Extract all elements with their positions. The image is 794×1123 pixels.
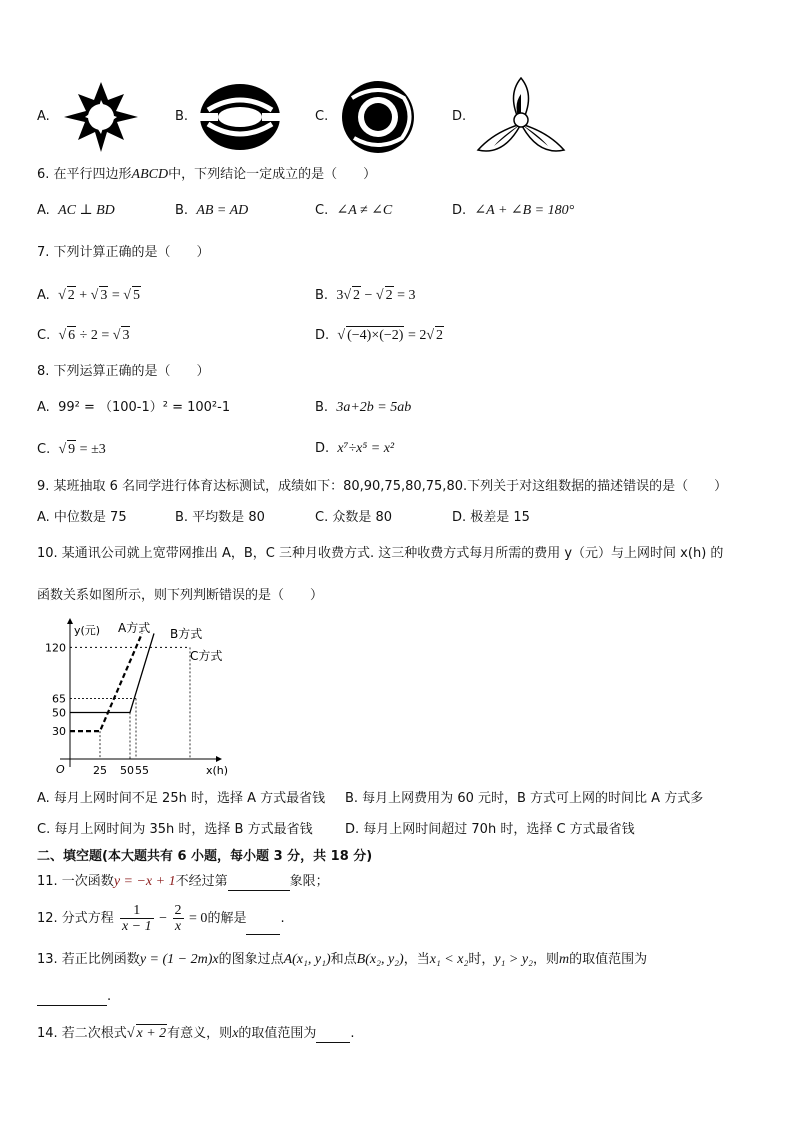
q12-frac1-den: x − 1 bbox=[121, 919, 152, 934]
split-ring-figure bbox=[198, 82, 282, 152]
q8-option-b-text: 3a+2b = 5ab bbox=[336, 400, 412, 415]
q11-function: y = −x + 1 bbox=[113, 874, 176, 889]
q14-var: x bbox=[232, 1026, 239, 1041]
q8-option-c: C. √ 9 = ±3 bbox=[37, 442, 106, 457]
star-ring-figure bbox=[60, 78, 142, 156]
y-tick-label: 120 bbox=[45, 641, 66, 655]
y-tick-label: 30 bbox=[52, 725, 66, 739]
q6-option-b-label: B. bbox=[175, 203, 189, 218]
q7-option-d-label: D. bbox=[315, 328, 330, 343]
q7-c-radicand-1: 6 bbox=[68, 328, 76, 343]
three-petal-figure bbox=[476, 76, 566, 158]
q9-option-b: B. 平均数是 80 bbox=[175, 510, 265, 525]
q6-option-d bbox=[452, 202, 574, 220]
origin-label: O bbox=[56, 763, 65, 776]
q9-option-a: A. 中位数是 75 bbox=[37, 510, 127, 525]
q6-stem-pre: 6. 在平行四边形 bbox=[37, 167, 132, 182]
q7-option-d: D. √ (−4)×(−2) = 2√ 2 bbox=[315, 328, 444, 343]
q13-mid1: 的图象过点 bbox=[218, 952, 284, 967]
q14-radicand: x + 2 bbox=[136, 1026, 167, 1041]
x-axis-label: x(h) bbox=[206, 764, 229, 777]
q6-option-b-text: AB = AD bbox=[196, 203, 249, 218]
q5-option-d-label: D. bbox=[452, 109, 467, 124]
q7-option-a: A. √ 2 + √ 3 = √ 5 bbox=[37, 288, 140, 303]
q12-end: . bbox=[280, 911, 285, 926]
q7-c-radicand-2: 3 bbox=[122, 328, 130, 343]
q8-option-d bbox=[315, 440, 394, 458]
q10-option-a: A. 每月上网时间不足 25h 时，选择 A 方式最省钱 bbox=[37, 791, 326, 806]
series-label-2: C方式 bbox=[190, 649, 223, 663]
q7-d-radicand-2: 2 bbox=[436, 328, 444, 343]
y-axis-arrow-icon bbox=[67, 618, 73, 624]
q8-option-b-label: B. bbox=[315, 400, 329, 415]
q8-c-radicand: 9 bbox=[68, 442, 76, 457]
q13-point-b: B(x₂, y₂) bbox=[356, 952, 404, 967]
q7-d-radicand: (−4)×(−2) bbox=[347, 328, 404, 343]
q12 bbox=[37, 903, 285, 935]
q5-option-b-label: B. bbox=[175, 109, 189, 124]
x-tick-label: 55 bbox=[135, 764, 149, 777]
q6-option-a-label: A. bbox=[37, 203, 50, 218]
q11 bbox=[37, 873, 329, 891]
q13 bbox=[37, 951, 647, 969]
q7-b-result: = 3 bbox=[393, 288, 416, 303]
q10-option-b: B. 每月上网费用为 60 元时，B 方式可上网的时间比 A 方式多 bbox=[345, 791, 704, 806]
q8-option-d-text: x⁷÷x⁵ = x² bbox=[337, 441, 395, 456]
q12-frac1-num: 1 bbox=[120, 903, 154, 919]
q6-option-d-text: ∠A + ∠B = 180° bbox=[474, 203, 575, 218]
q6-option-c bbox=[315, 202, 392, 220]
q8-option-c-label: C. bbox=[37, 442, 51, 457]
q6-option-d-label: D. bbox=[452, 203, 467, 218]
q8-option-a-text: 99² = （100-1）² = 100²-1 bbox=[58, 400, 231, 415]
q6-stem-post: 中，下列结论一定成立的是（ ） bbox=[168, 167, 377, 182]
q7-stem: 7. 下列计算正确的是（ ） bbox=[37, 245, 210, 260]
q7-a-radicand-2: 3 bbox=[100, 288, 108, 303]
q11-pre: 11. 一次函数 bbox=[37, 874, 114, 889]
q7-option-b-label: B. bbox=[315, 288, 329, 303]
q13-mid2: 和点 bbox=[330, 952, 357, 967]
q12-answer-blank[interactable] bbox=[246, 914, 280, 935]
q13-cond1: x₁ < x₂ bbox=[429, 952, 469, 967]
series-label-1: B方式 bbox=[170, 627, 203, 641]
q10-stem-line2: 函数关系如图所示，则下列判断错误的是（ ） bbox=[37, 588, 324, 603]
q12-minus: − bbox=[155, 911, 171, 926]
q12-eq0: = 0 bbox=[185, 911, 208, 926]
q14-post: 的取值范围为 bbox=[238, 1026, 317, 1041]
q9-option-d: D. 极差是 15 bbox=[452, 510, 530, 525]
q12-frac2-den: x bbox=[174, 919, 182, 934]
q14-mid: 有意义，则 bbox=[167, 1026, 233, 1041]
series-line-1 bbox=[70, 633, 154, 712]
y-tick-label: 50 bbox=[52, 706, 66, 720]
q13-mid4: 时， bbox=[468, 952, 495, 967]
q10-stem-line1: 10. 某通讯公司就上宽带网推出 A，B，C 三种月收费方式. 这三种收费方式每月所需的费用 y（元）与上网时间 x(h) 的 bbox=[37, 546, 724, 561]
q13-cond2: y₁ > y₂ bbox=[494, 952, 533, 967]
q6-stem bbox=[37, 166, 376, 184]
q14-end: . bbox=[350, 1026, 355, 1041]
q7-option-c-label: C. bbox=[37, 328, 51, 343]
q10-option-d: D. 每月上网时间超过 70h 时，选择 C 方式最省钱 bbox=[345, 822, 635, 837]
q6-option-c-text: ∠A ≠ ∠C bbox=[336, 203, 393, 218]
q7-b-radicand-1: 2 bbox=[353, 288, 361, 303]
q8-option-d-label: D. bbox=[315, 441, 330, 456]
q8-option-b bbox=[315, 399, 411, 417]
spiral-disk-figure bbox=[338, 78, 418, 156]
section-2-title: 二、填空题(本大题共有 6 小题，每小题 3 分，共 18 分) bbox=[37, 849, 373, 864]
q8-option-a-label: A. bbox=[37, 400, 50, 415]
x-tick-label: 25 bbox=[93, 764, 107, 777]
q12-post: 的解是 bbox=[207, 911, 247, 926]
q7-option-b: B. 3√ 2 − √ 2 = 3 bbox=[315, 288, 416, 303]
q5-option-a-label: A. bbox=[37, 109, 50, 124]
q12-frac2-num: 2 bbox=[174, 903, 182, 918]
q7-option-a-label: A. bbox=[37, 288, 50, 303]
q8-stem: 8. 下列运算正确的是（ ） bbox=[37, 364, 210, 379]
q7-a-op: + bbox=[75, 288, 91, 303]
q13-point-a: A(x₁, y₁) bbox=[283, 952, 331, 967]
y-tick-label: 65 bbox=[52, 692, 66, 706]
q9-stem: 9. 某班抽取 6 名同学进行体育达标测试，成绩如下：80,90,75,80,75,80.下列关于对这组数据的描述错误的是（ ） bbox=[37, 479, 728, 494]
q11-post: 不经过第 bbox=[175, 874, 228, 889]
q10-option-c: C. 每月上网时间为 35h 时，选择 B 方式最省钱 bbox=[37, 822, 313, 837]
q13-function: y = (1 − 2m)x bbox=[139, 952, 219, 967]
q7-option-c: C. √ 6 ÷ 2 = √ 3 bbox=[37, 328, 130, 343]
x-axis-arrow-icon bbox=[216, 756, 222, 762]
q6-option-c-label: C. bbox=[315, 203, 329, 218]
q13-end: . bbox=[107, 989, 112, 1004]
series-line-0 bbox=[70, 633, 142, 731]
q7-d-eq: = 2 bbox=[404, 328, 427, 343]
q13-answer-blank[interactable] bbox=[37, 991, 107, 1006]
q14: 14. 若二次根式√ x + 2有意义，则x的取值范围为 . bbox=[37, 1026, 355, 1041]
q12-fraction-1 bbox=[120, 903, 154, 934]
q6-figure-name: ABCD bbox=[131, 167, 169, 182]
q13-answer-line bbox=[37, 988, 111, 1006]
q7-a-radicand-1: 2 bbox=[67, 288, 75, 303]
q7-b-coef: 3 bbox=[336, 288, 344, 303]
q11-post2: 象限； bbox=[289, 874, 329, 889]
q14-pre: 14. 若二次根式 bbox=[37, 1026, 127, 1041]
q8-c-result: = ±3 bbox=[76, 442, 106, 457]
q6-option-a bbox=[37, 202, 115, 220]
q7-b-op: − bbox=[361, 288, 376, 303]
series-label-0: A方式 bbox=[118, 621, 151, 635]
x-tick-label: 50 bbox=[120, 764, 134, 777]
q12-pre: 12. 分式方程 bbox=[37, 911, 114, 926]
q14-answer-blank[interactable] bbox=[316, 1028, 350, 1043]
cost-chart bbox=[30, 614, 250, 780]
q5-option-c-label: C. bbox=[315, 109, 329, 124]
q13-pre: 13. 若正比例函数 bbox=[37, 952, 140, 967]
q6-option-a-text: AC ⊥ BD bbox=[58, 203, 115, 218]
q7-a-radicand-3: 5 bbox=[132, 288, 140, 303]
q7-a-eq: = bbox=[108, 288, 124, 303]
q12-fraction-2 bbox=[173, 903, 184, 934]
q9-option-c: C. 众数是 80 bbox=[315, 510, 393, 525]
y-axis-label: y(元) bbox=[74, 624, 101, 637]
q13-mid3: ，当 bbox=[403, 952, 430, 967]
q13-post: 的取值范围为 bbox=[569, 952, 648, 967]
q13-var: m bbox=[558, 952, 570, 967]
q8-option-a bbox=[37, 399, 230, 417]
q11-answer-blank[interactable] bbox=[228, 876, 290, 891]
q6-option-b bbox=[175, 202, 248, 220]
q7-b-radicand-2: 2 bbox=[385, 288, 393, 303]
q13-mid5: ，则 bbox=[532, 952, 559, 967]
q7-c-op: ÷ 2 = bbox=[76, 328, 113, 343]
